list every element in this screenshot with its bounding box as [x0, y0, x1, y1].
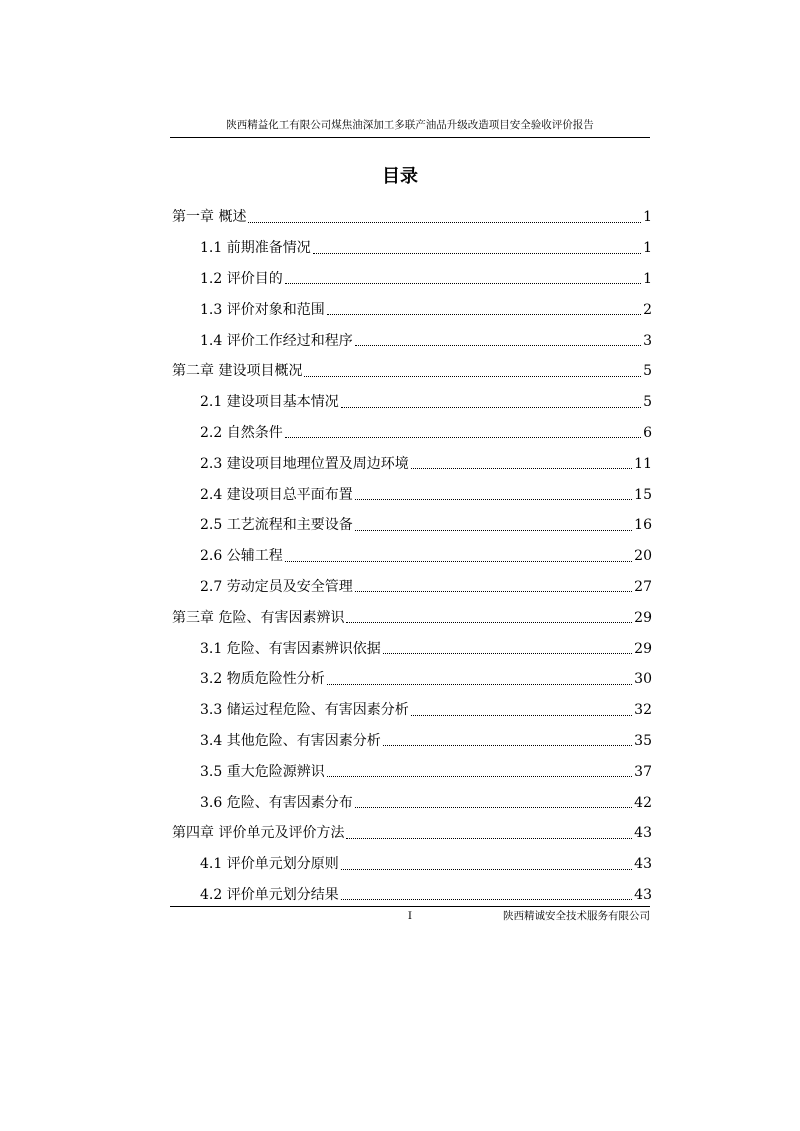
toc-entry-label: 1.2 评价目的	[200, 270, 283, 287]
toc-section-entry[interactable]	[172, 633, 652, 664]
toc-entry-page-number: 2	[643, 301, 652, 318]
toc-section-entry[interactable]	[172, 726, 652, 757]
toc-section-entry[interactable]	[172, 448, 652, 479]
footer-divider	[170, 906, 650, 907]
toc-dot-leader	[285, 264, 641, 295]
toc-entry-label: 第四章 评价单元及评价方法	[172, 825, 345, 842]
toc-entry-label: 2.3 建设项目地理位置及周边环境	[200, 455, 409, 472]
toc-section-entry[interactable]	[172, 325, 652, 356]
running-header: 陕西精益化工有限公司煤焦油深加工多联产油品升级改造项目安全验收评价报告	[226, 119, 594, 131]
toc-dot-leader	[304, 356, 641, 387]
toc-entry-page-number: 15	[634, 486, 652, 503]
toc-dot-leader	[285, 541, 632, 572]
toc-section-entry[interactable]	[172, 294, 652, 325]
toc-chapter-entry[interactable]	[172, 602, 652, 633]
toc-entry-label: 2.1 建设项目基本情况	[200, 394, 339, 411]
toc-entry-page-number: 35	[634, 732, 652, 749]
toc-section-entry[interactable]	[172, 418, 652, 449]
toc-entry-label: 3.6 危险、有害因素分布	[200, 794, 353, 811]
toc-section-entry[interactable]	[172, 510, 652, 541]
toc-dot-leader	[341, 387, 641, 418]
toc-entry-page-number: 29	[634, 609, 652, 626]
toc-dot-leader	[346, 602, 632, 633]
toc-entry-label: 2.5 工艺流程和主要设备	[200, 517, 353, 534]
toc-entry-page-number: 32	[634, 702, 652, 719]
toc-section-entry[interactable]	[172, 664, 652, 695]
toc-entry-label: 1.1 前期准备情况	[200, 240, 311, 257]
toc-dot-leader	[313, 233, 641, 264]
header-divider	[170, 137, 650, 138]
toc-entry-label: 3.2 物质危险性分析	[200, 671, 325, 688]
toc-entry-label: 2.6 公辅工程	[200, 548, 283, 565]
toc-entry-page-number: 1	[643, 209, 652, 226]
toc-entry-label: 3.5 重大危险源辨识	[200, 763, 325, 780]
toc-entry-page-number: 5	[643, 363, 652, 380]
toc-entry-label: 2.4 建设项目总平面布置	[200, 486, 353, 503]
toc-section-entry[interactable]	[172, 572, 652, 603]
toc-dot-leader	[411, 448, 632, 479]
toc-entry-page-number: 27	[634, 578, 652, 595]
toc-section-entry[interactable]	[172, 756, 652, 787]
toc-entry-page-number: 1	[643, 270, 652, 287]
toc-entry-page-number: 5	[643, 394, 652, 411]
toc-entry-label: 第三章 危险、有害因素辨识	[172, 609, 345, 626]
toc-dot-leader	[355, 510, 632, 541]
toc-entry-page-number: 37	[634, 763, 652, 780]
toc-chapter-entry[interactable]	[172, 356, 652, 387]
toc-dot-leader	[327, 294, 641, 325]
toc-section-entry[interactable]	[172, 233, 652, 264]
toc-dot-leader	[355, 479, 632, 510]
toc-dot-leader	[346, 818, 632, 849]
toc-section-entry[interactable]	[172, 541, 652, 572]
footer-company-name: 陕西精诚安全技术服务有限公司	[503, 910, 650, 922]
toc-entry-page-number: 42	[634, 794, 652, 811]
toc-dot-leader	[383, 633, 632, 664]
toc-entry-page-number: 11	[634, 455, 652, 472]
toc-dot-leader	[285, 418, 641, 449]
toc-chapter-entry[interactable]	[172, 202, 652, 233]
toc-section-entry[interactable]	[172, 479, 652, 510]
toc-dot-leader	[355, 325, 641, 356]
toc-entry-label: 1.4 评价工作经过和程序	[200, 332, 353, 349]
toc-entry-label: 4.1 评价单元划分原则	[200, 856, 339, 873]
toc-dot-leader	[327, 756, 632, 787]
toc-entry-page-number: 16	[634, 517, 652, 534]
toc-section-entry[interactable]	[172, 849, 652, 880]
toc-section-entry[interactable]	[172, 387, 652, 418]
toc-dot-leader	[411, 695, 632, 726]
toc-section-entry[interactable]	[172, 787, 652, 818]
toc-entry-page-number: 43	[634, 825, 652, 842]
toc-dot-leader	[383, 726, 632, 757]
toc-section-entry[interactable]	[172, 695, 652, 726]
toc-entry-label: 3.1 危险、有害因素辨识依据	[200, 640, 381, 657]
toc-entry-label: 2.2 自然条件	[200, 424, 283, 441]
toc-entry-label: 第一章 概述	[172, 209, 247, 226]
toc-entry-page-number: 43	[634, 886, 652, 903]
toc-dot-leader	[341, 849, 632, 880]
toc-entry-page-number: 43	[634, 856, 652, 873]
footer-page-number: I	[407, 910, 413, 922]
toc-dot-leader	[248, 202, 641, 233]
table-of-contents	[172, 202, 652, 910]
toc-entry-page-number: 3	[643, 332, 652, 349]
toc-dot-leader	[327, 664, 632, 695]
toc-title: 目录	[382, 166, 418, 187]
toc-entry-label: 1.3 评价对象和范围	[200, 301, 325, 318]
toc-entry-page-number: 20	[634, 548, 652, 565]
toc-dot-leader	[355, 572, 632, 603]
toc-entry-page-number: 1	[643, 240, 652, 257]
toc-entry-page-number: 6	[643, 424, 652, 441]
toc-section-entry[interactable]	[172, 264, 652, 295]
toc-dot-leader	[355, 787, 632, 818]
toc-entry-label: 4.2 评价单元划分结果	[200, 886, 339, 903]
toc-entry-page-number: 29	[634, 640, 652, 657]
toc-entry-label: 3.3 储运过程危险、有害因素分析	[200, 702, 409, 719]
toc-entry-label: 第二章 建设项目概况	[172, 363, 303, 380]
toc-chapter-entry[interactable]	[172, 818, 652, 849]
toc-entry-page-number: 30	[634, 671, 652, 688]
toc-entry-label: 3.4 其他危险、有害因素分析	[200, 732, 381, 749]
toc-entry-label: 2.7 劳动定员及安全管理	[200, 578, 353, 595]
